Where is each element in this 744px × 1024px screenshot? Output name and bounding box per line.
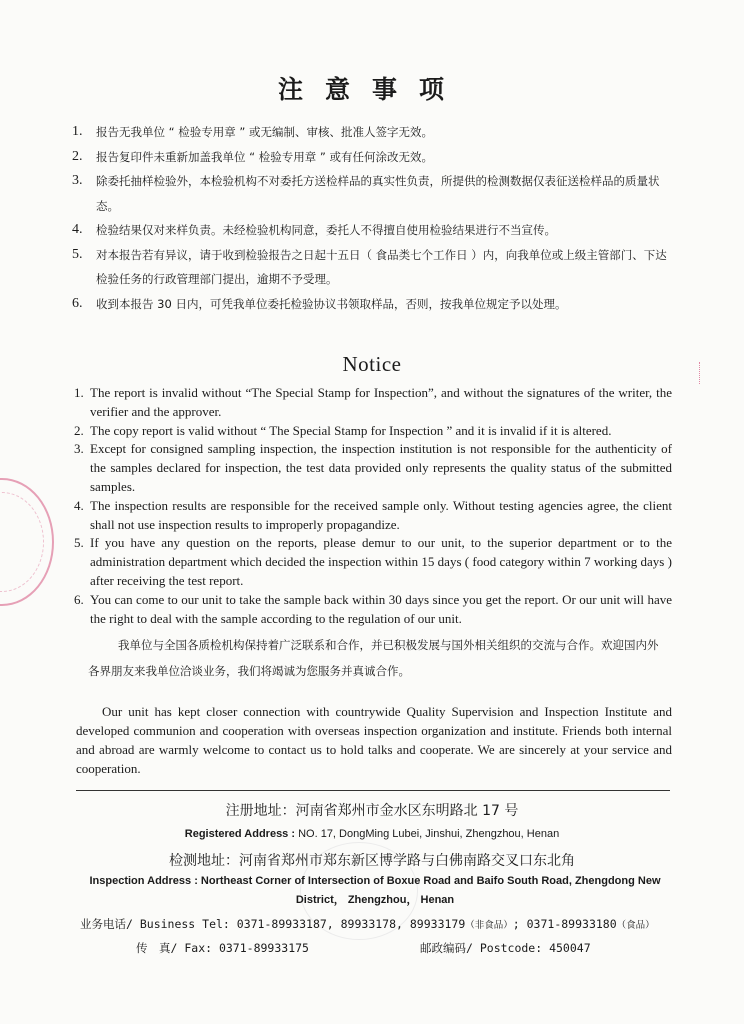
list-item xyxy=(72,292,672,317)
divider xyxy=(76,790,670,791)
item-number: 4. xyxy=(74,497,84,513)
item-text: The report is invalid without “The Special Stamp for Inspection”, and without the signatures of the writer, the verifier and the approver. xyxy=(90,385,672,419)
inspection-address-cn: 检测地址：河南省郑州市郑东新区博学路与白佛南路交叉口东北角 xyxy=(169,853,575,869)
list-item xyxy=(74,440,672,496)
phone-label: 业务电话/ Business Tel: xyxy=(80,917,237,931)
cooperation-paragraph-en: Our unit has kept closer connection with countrywide Quality Supervision and Inspection Institute and developed communion and cooperation with overseas inspection organization and institute. Friends both internal and abroad are warmly welcome to contact us to hold talks and cooperate. We are sincerely at your service and cooperation. xyxy=(76,704,672,776)
list-item xyxy=(74,591,672,629)
item-number: 6. xyxy=(74,591,84,607)
item-number: 2. xyxy=(72,148,83,164)
phone-food-number: ; 0371-89933180 xyxy=(512,917,617,931)
item-text: 报告复印件未重新加盖我单位 “ 检验专用章 ” 或有任何涂改无效。 xyxy=(96,149,434,164)
phone-note-nonfood: （非食品） xyxy=(465,920,513,931)
item-text: Except for consigned sampling inspection, the inspection institution is not responsible for the authenticity of the samples declared for inspection, the test data provided only represents the quality status of the submitted samples. xyxy=(90,441,672,494)
item-number: 3. xyxy=(74,441,84,457)
item-number: 4. xyxy=(72,222,83,237)
item-text: 报告无我单位 “ 检验专用章 ” 或无编制、审核、批准人签字无效。 xyxy=(96,125,434,139)
fax-postcode-row xyxy=(136,940,616,956)
item-text: 检验结果仅对来样负责。未经检验机构同意，委托人不得擅自使用检验结果进行不当宣传。 xyxy=(96,223,556,237)
item-text: 除委托抽样检验外，本检验机构不对委托方送检样品的真实性负责，所提供的检测数据仅表征送检样品的质量状态。 xyxy=(96,174,660,213)
cn-notice-list xyxy=(72,120,672,316)
item-number: 2. xyxy=(74,422,84,438)
item-number: 3. xyxy=(72,173,83,188)
page-title-en: Notice xyxy=(342,352,402,376)
item-text: 对本报告若有异议，请于收到检验报告之日起十五日（ 食品类七个工作日 ）内，向我单位或上级主管部门、下达检验任务的行政管理部门提出，逾期不予受理。 xyxy=(96,247,667,286)
item-number: 5. xyxy=(72,246,83,262)
item-number: 1. xyxy=(72,124,83,139)
registered-address-value: NO. 17, DongMing Lubei, Jinshui, Zhengzhou, Henan xyxy=(295,828,560,840)
item-number: 6. xyxy=(72,295,83,311)
registered-address-cn: 注册地址：河南省郑州市金水区东明路北 17 号 xyxy=(225,803,519,819)
item-text: The copy report is valid without “ The Special Stamp for Inspection ” and it is invalid if it is altered. xyxy=(90,422,612,438)
list-item xyxy=(72,218,672,243)
registered-address-label: Registered Address : xyxy=(184,828,296,840)
item-text: If you have any question on the reports, please demur to our unit, to the superior department or to the administration department which decided the inspection within 15 days ( food category within 7 working days ) after receiving the test report. xyxy=(90,535,672,588)
list-item xyxy=(74,534,672,590)
page-title-cn: 注意事项 xyxy=(277,75,466,104)
item-number: 1. xyxy=(74,385,84,400)
phone-numbers: 0371-89933187, 89933178, 89933179 xyxy=(236,917,466,931)
list-item xyxy=(72,169,672,218)
list-item xyxy=(74,497,672,535)
item-text: The inspection results are responsible for the received sample only. Without testing agencies agree, the client shall not use inspection results to improperly propagandize. xyxy=(90,497,672,532)
list-item xyxy=(72,120,672,145)
list-item xyxy=(72,145,672,170)
fax-number: 传 真/ Fax: 0371-89933175 xyxy=(136,941,309,955)
cooperation-paragraph-cn: 我单位与全国各质检机构保持着广泛联系和合作，并已积极发展与国外相关组织的交流与合作。欢迎国内外各界朋友来我单位洽谈业务，我们将竭诚为您服务并真诚合作。 xyxy=(88,638,659,678)
item-text: 收到本报告 30 日内，可凭我单位委托检验协议书领取样品，否则，按我单位规定予以处理。 xyxy=(96,296,567,311)
item-number: 5. xyxy=(74,535,84,551)
business-phone xyxy=(80,916,676,932)
phone-note-food: （食品） xyxy=(616,920,655,931)
list-item xyxy=(72,243,672,292)
item-text: You can come to our unit to take the sample back within 30 days since you get the report. Or our unit will have the right to deal with the sample according to the regulation of our unit. xyxy=(90,591,672,626)
registered-address-en xyxy=(0,828,744,840)
postcode: 邮政编码/ Postcode: 450047 xyxy=(420,941,591,955)
list-item xyxy=(74,422,672,441)
inspection-address-en: Inspection Address : Northeast Corner of Intersection of Boxue Road and Baifo South Road, Zhengdong New District， Zhengzhou， Henan xyxy=(89,875,661,906)
list-item xyxy=(74,384,672,422)
en-notice-list xyxy=(74,384,672,628)
